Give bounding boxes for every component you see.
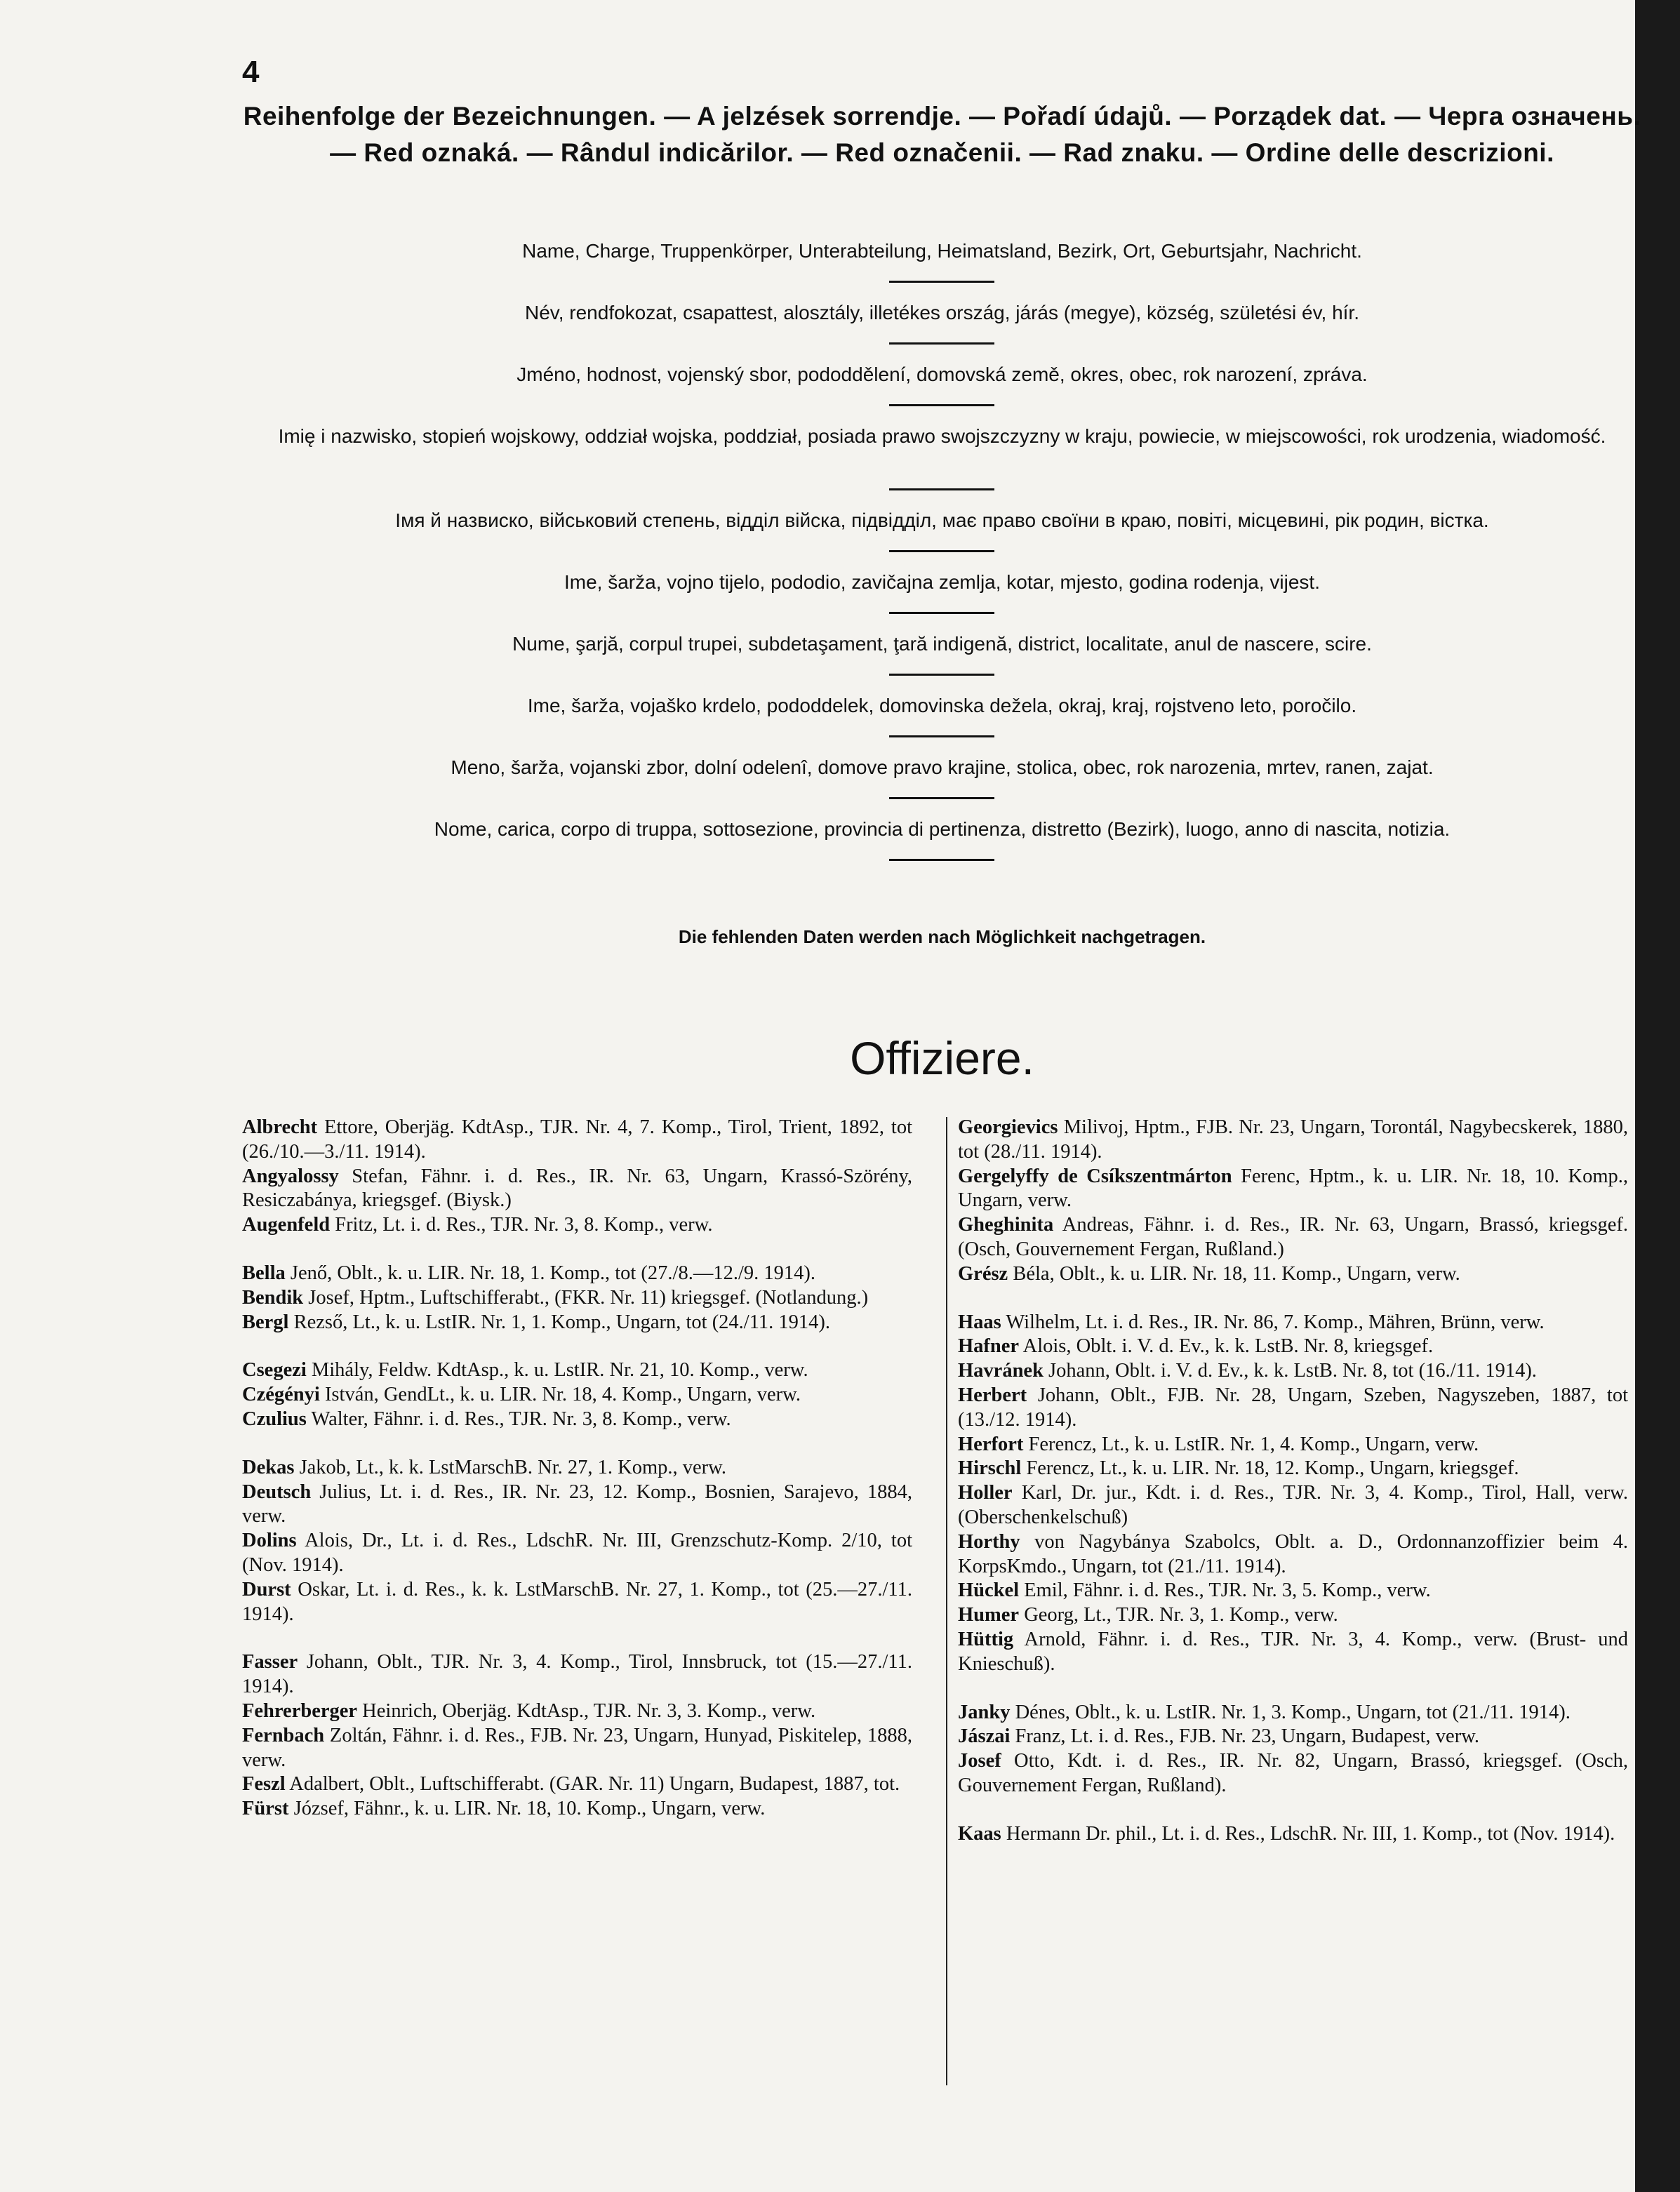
officer-entry <box>958 1481 1628 1530</box>
officer-surname: Kaas <box>958 1822 1001 1845</box>
officer-surname: Fasser <box>242 1651 298 1673</box>
officer-entry <box>242 1578 912 1627</box>
officer-surname: Gheghinita <box>958 1214 1054 1236</box>
officer-details: Wilhelm, Lt. i. d. Res., IR. Nr. 86, 7. Komp., Mähren, Brünn, verw. <box>1001 1311 1545 1333</box>
field-divider <box>889 342 994 345</box>
officer-details: Johann, Oblt., FJB. Nr. 28, Ungarn, Szeben, Nagyszeben, 1887, tot (13./12. 1914). <box>958 1384 1628 1431</box>
officer-details: von Nagybánya Szabolcs, Oblt. a. D., Ordonnanzoffizier beim 4. KorpsKmdo., Ungarn, tot (21./11. 1914). <box>958 1530 1628 1577</box>
officer-surname: Fehrerberger <box>242 1699 358 1722</box>
order-heading: Reihenfolge der Bezeichnungen. — A jelzések sorrendje. — Pořadí údajů. — Porządek dat. — Черга означень. — Red oznaká. — Rândul indicărilor. — Red označenii. — Rad znaku. — Ordine delle descrizioni. <box>243 102 1641 167</box>
field-line-german: Name, Charge, Truppenkörper, Unterabteilung, Heimatsland, Bezirk, Ort, Geburtsjahr, Nachricht. <box>522 240 1362 262</box>
right-column <box>958 1116 1628 1847</box>
officer-surname: Feszl <box>242 1773 286 1796</box>
officer-entry <box>242 1358 912 1383</box>
officer-surname: Augenfeld <box>242 1214 331 1236</box>
field-divider <box>889 735 994 737</box>
officer-surname: Angyalossy <box>242 1165 339 1187</box>
officer-entry <box>958 1579 1628 1603</box>
officer-details: Josef, Hptm., Luftschifferabt., (FKR. Nr. 11) kriegsgef. (Notlandung.) <box>303 1286 869 1309</box>
officer-surname: Hückel <box>958 1579 1020 1602</box>
officer-entry <box>958 1384 1628 1433</box>
field-divider <box>889 281 994 283</box>
officer-surname: Albrecht <box>242 1116 318 1138</box>
field-divider <box>889 859 994 861</box>
field-line-romanian: Nume, şarjă, corpul trupei, subdetaşament, ţară indigenă, district, localitate, anul de nascere, scire. <box>512 633 1372 655</box>
officer-entry <box>958 1725 1628 1749</box>
officer-surname: Hüttig <box>958 1628 1014 1650</box>
notice: Die fehlenden Daten werden nach Möglichkeit nachgetragen. <box>678 926 1206 947</box>
officer-entry <box>958 1530 1628 1579</box>
officer-surname: Gergelyffy de Csíkszentmárton <box>958 1165 1232 1187</box>
officer-entry <box>958 1116 1628 1165</box>
officer-details: Stefan, Fähnr. i. d. Res., IR. Nr. 63, Ungarn, Krassó-Szörény, Resiczabánya, kriegsgef. (Biysk.) <box>242 1165 912 1212</box>
officer-entry <box>242 1481 912 1530</box>
entry-group-gap <box>958 1287 1628 1311</box>
officer-entry <box>242 1797 912 1822</box>
entry-group-gap <box>958 1798 1628 1822</box>
officer-entry <box>958 1701 1628 1725</box>
officer-surname: Herbert <box>958 1384 1027 1406</box>
officer-entry <box>242 1213 912 1238</box>
entry-group-gap <box>242 1432 912 1456</box>
field-divider <box>889 404 994 406</box>
officer-entry <box>958 1603 1628 1628</box>
officer-surname: Bergl <box>242 1311 289 1333</box>
officer-details: Arnold, Fähnr. i. d. Res., TJR. Nr. 3, 4. Komp., verw. (Brust- und Knieschuß). <box>958 1628 1628 1675</box>
entry-group-gap <box>242 1626 912 1650</box>
field-divider <box>889 488 994 490</box>
officer-surname: Horthy <box>958 1530 1020 1553</box>
officer-details: Fritz, Lt. i. d. Res., TJR. Nr. 3, 8. Komp., verw. <box>330 1214 713 1236</box>
officer-details: Ferenc, Hptm., k. u. LIR. Nr. 18, 10. Komp., Ungarn, verw. <box>958 1165 1628 1212</box>
officer-surname: Janky <box>958 1701 1011 1723</box>
officer-entry <box>242 1286 912 1311</box>
field-line-croatian: Ime, šarža, vojno tijelo, pododio, zavičajna zemlja, kotar, mjesto, godina rodenja, vijest. <box>564 571 1320 593</box>
officer-surname: Dekas <box>242 1456 295 1478</box>
officer-entry <box>242 1456 912 1481</box>
officer-surname: Hirschl <box>958 1457 1022 1480</box>
officer-surname: Jászai <box>958 1725 1011 1748</box>
officer-surname: Herfort <box>958 1433 1024 1455</box>
officer-details: Zoltán, Fähnr. i. d. Res., FJB. Nr. 23, Ungarn, Hunyad, Piskitelep, 1888, verw. <box>242 1724 912 1771</box>
officer-surname: Josef <box>958 1750 1001 1772</box>
officer-surname: Hafner <box>958 1335 1020 1358</box>
column-divider <box>946 1117 947 2085</box>
officer-details: Milivoj, Hptm., FJB. Nr. 23, Ungarn, Torontál, Nagybecskerek, 1880, tot (28./11. 1914). <box>958 1116 1628 1163</box>
officer-details: Julius, Lt. i. d. Res., IR. Nr. 23, 12. Komp., Bosnien, Sarajevo, 1884, verw. <box>242 1481 912 1528</box>
officer-entry <box>242 1699 912 1724</box>
officer-surname: Havránek <box>958 1360 1044 1382</box>
officer-surname: Fürst <box>242 1798 289 1820</box>
entry-group-gap <box>958 1677 1628 1701</box>
page-number: 4 <box>242 55 260 89</box>
officer-details: Alois, Dr., Lt. i. d. Res., LdschR. Nr. III, Grenzschutz-Komp. 2/10, tot (Nov. 1914). <box>242 1530 912 1576</box>
field-divider <box>889 674 994 676</box>
officer-surname: Czégényi <box>242 1384 320 1406</box>
officer-entry <box>242 1383 912 1408</box>
field-line-italian: Nome, carica, corpo di truppa, sottosezione, provincia di pertinenza, distretto (Bezirk), luogo, anno di nascita, notizia. <box>434 818 1451 840</box>
officer-details: Dénes, Oblt., k. u. LstIR. Nr. 1, 3. Komp., Ungarn, tot (21./11. 1914). <box>1010 1701 1571 1723</box>
officer-entry <box>958 1749 1628 1798</box>
entry-group-gap <box>242 1335 912 1358</box>
officer-details: Karl, Dr. jur., Kdt. i. d. Res., TJR. Nr. 3, 4. Komp., Tirol, Hall, verw. (Oberschenkelschuß) <box>958 1482 1628 1528</box>
officer-entry <box>958 1311 1628 1335</box>
officer-details: István, GendLt., k. u. LIR. Nr. 18, 4. Komp., Ungarn, verw. <box>319 1384 801 1406</box>
officer-surname: Czulius <box>242 1408 307 1430</box>
officer-surname: Fernbach <box>242 1724 325 1746</box>
field-line-polish: Imię i nazwisko, stopień wojskowy, oddział wojska, poddział, posiada prawo swojszczyzny w kraju, powiecie, w miejscowości, rok urodzenia, wiadomość. <box>278 425 1606 447</box>
officer-details: Emil, Fähnr. i. d. Res., TJR. Nr. 3, 5. Komp., verw. <box>1019 1579 1431 1602</box>
officer-entry <box>958 1628 1628 1677</box>
officer-details: Oskar, Lt. i. d. Res., k. k. LstMarschB. Nr. 27, 1. Komp., tot (25.—27./11. 1914). <box>242 1578 912 1625</box>
officer-details: József, Fähnr., k. u. LIR. Nr. 18, 10. Komp., Ungarn, verw. <box>288 1798 766 1820</box>
field-divider <box>889 797 994 799</box>
officer-entry <box>242 1311 912 1335</box>
officer-entry <box>958 1433 1628 1457</box>
entry-group-gap <box>242 1238 912 1262</box>
officer-details: Hermann Dr. phil., Lt. i. d. Res., LdschR. Nr. III, 1. Komp., tot (Nov. 1914). <box>1001 1822 1615 1845</box>
officer-entry <box>242 1116 912 1165</box>
officer-details: Rezső, Lt., k. u. LstIR. Nr. 1, 1. Komp., Ungarn, tot (24./11. 1914). <box>288 1311 831 1333</box>
officer-surname: Csegezi <box>242 1359 307 1382</box>
officer-surname: Dolins <box>242 1530 297 1552</box>
officer-entry <box>242 1724 912 1773</box>
officer-surname: Bella <box>242 1262 286 1284</box>
officer-entry <box>242 1529 912 1578</box>
left-column <box>242 1116 912 1822</box>
officer-entry <box>958 1262 1628 1287</box>
officer-surname: Grész <box>958 1262 1008 1285</box>
officer-details: Ferencz, Lt., k. u. LstIR. Nr. 1, 4. Komp., Ungarn, verw. <box>1023 1433 1479 1455</box>
field-line-slovene: Ime, šarža, vojaško krdelo, pododdelek, domovinska dežela, okraj, kraj, rojstveno leto, poročilo. <box>527 695 1357 716</box>
field-lists <box>242 239 1642 878</box>
officer-surname: Deutsch <box>242 1481 312 1503</box>
officer-details: Otto, Kdt. i. d. Res., IR. Nr. 82, Ungarn, Brassó, kriegsgef. (Osch, Gouvernement Fergan, Rußland). <box>958 1750 1628 1796</box>
officer-details: Johann, Oblt. i. V. d. Ev., k. k. LstB. Nr. 8, tot (16./11. 1914). <box>1043 1360 1537 1382</box>
officer-entry <box>242 1772 912 1797</box>
officer-details: Ettore, Oberjäg. KdtAsp., TJR. Nr. 4, 7. Komp., Tirol, Trient, 1892, tot (26./10.—3./11. 1914). <box>242 1116 912 1163</box>
officer-entry <box>242 1408 912 1432</box>
officer-entry <box>242 1262 912 1286</box>
officer-details: Béla, Oblt., k. u. LIR. Nr. 18, 11. Komp., Ungarn, verw. <box>1008 1262 1460 1285</box>
officer-details: Alois, Oblt. i. V. d. Ev., k. k. LstB. Nr. 8, kriegsgef. <box>1019 1335 1434 1358</box>
officer-entry <box>242 1165 912 1214</box>
officer-surname: Haas <box>958 1311 1001 1333</box>
field-line-slovak: Meno, šarža, vojanski zbor, dolní odelenî, domove pravo krajine, stolica, obec, rok narozenia, mrtev, ranen, zajat. <box>451 756 1434 778</box>
field-divider <box>889 550 994 552</box>
officer-details: Ferencz, Lt., k. u. LIR. Nr. 18, 12. Komp., Ungarn, kriegsgef. <box>1021 1457 1519 1480</box>
officer-surname: Bendik <box>242 1286 304 1309</box>
officer-entry <box>242 1650 912 1699</box>
officer-surname: Humer <box>958 1604 1020 1626</box>
officer-details: Franz, Lt. i. d. Res., FJB. Nr. 23, Ungarn, Budapest, verw. <box>1010 1725 1480 1748</box>
officer-details: Georg, Lt., TJR. Nr. 3, 1. Komp., verw. <box>1019 1604 1338 1626</box>
field-line-czech: Jméno, hodnost, vojenský sbor, pododdělení, domovská země, okres, obec, rok narození, zpráva. <box>516 363 1368 385</box>
officer-details: Jenő, Oblt., k. u. LIR. Nr. 18, 1. Komp., tot (27./8.—12./9. 1914). <box>285 1262 815 1284</box>
field-divider <box>889 612 994 614</box>
field-line-ukrainian: Імя й назвиско, військовий степень, відділ війска, підвідділ, має право своїни в краю, повіті, місцевині, рік родин, вістка. <box>395 509 1489 531</box>
officer-details: Jakob, Lt., k. k. LstMarschB. Nr. 27, 1. Komp., verw. <box>294 1456 727 1478</box>
officer-entry <box>958 1822 1628 1847</box>
field-line-hungarian: Név, rendfokozat, csapattest, alosztály, illetékes ország, járás (megye), község, születési év, hír. <box>525 302 1359 323</box>
officer-entry <box>958 1457 1628 1481</box>
officer-details: Heinrich, Oberjäg. KdtAsp., TJR. Nr. 3, 3. Komp., verw. <box>357 1699 816 1722</box>
officer-entry <box>958 1213 1628 1262</box>
officer-surname: Durst <box>242 1578 291 1600</box>
officer-surname: Holler <box>958 1482 1013 1504</box>
officer-details: Mihály, Feldw. KdtAsp., k. u. LstIR. Nr. 21, 10. Komp., verw. <box>306 1359 808 1382</box>
officer-entry <box>958 1165 1628 1214</box>
officer-surname: Georgievics <box>958 1116 1058 1138</box>
officer-details: Adalbert, Oblt., Luftschifferabt. (GAR. Nr. 11) Ungarn, Budapest, 1887, tot. <box>285 1773 900 1796</box>
section-title: Offiziere. <box>850 1032 1034 1084</box>
officer-entry <box>958 1359 1628 1384</box>
officer-details: Andreas, Fähnr. i. d. Res., IR. Nr. 63, Ungarn, Brassó, kriegsgef. (Osch, Gouvernement Fergan, Rußland.) <box>958 1214 1628 1260</box>
officer-details: Johann, Oblt., TJR. Nr. 3, 4. Komp., Tirol, Innsbruck, tot (15.—27./11. 1914). <box>242 1651 912 1698</box>
officer-entry <box>958 1335 1628 1359</box>
officer-details: Walter, Fähnr. i. d. Res., TJR. Nr. 3, 8. Komp., verw. <box>306 1408 731 1430</box>
